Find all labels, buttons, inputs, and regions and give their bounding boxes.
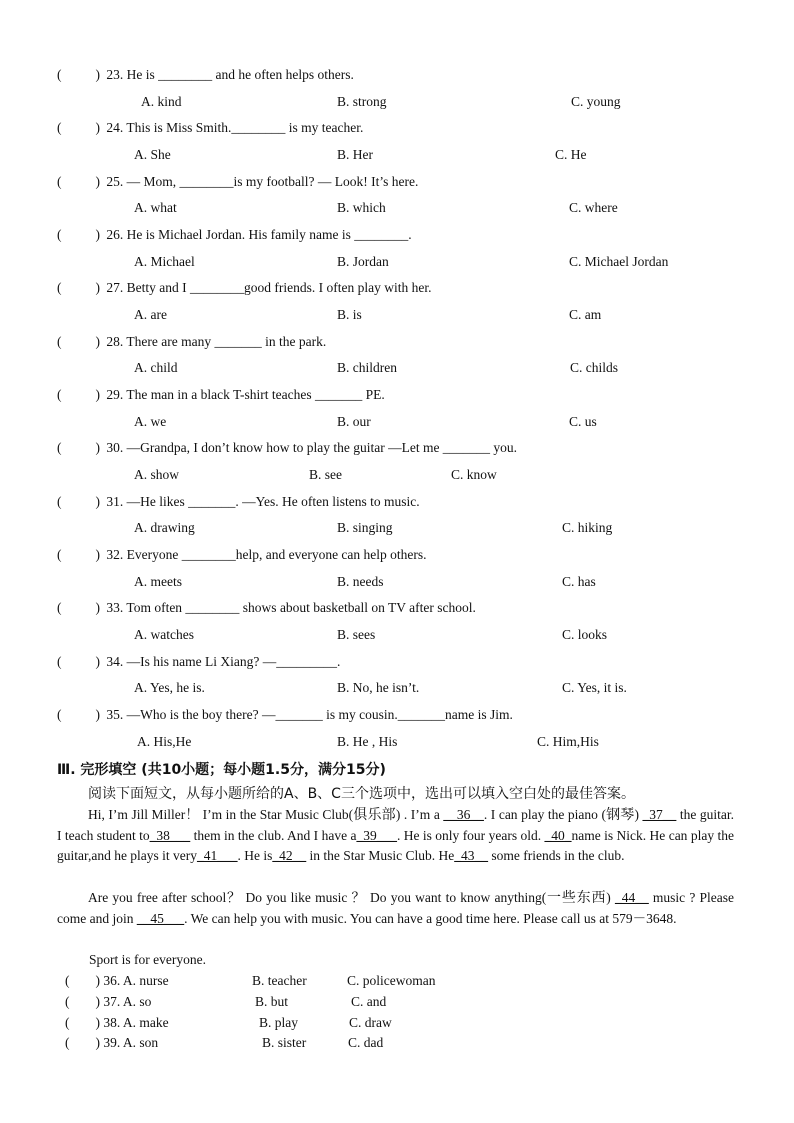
option-b: B. but	[255, 994, 289, 1009]
option-c: C. childs	[570, 360, 619, 375]
option-c: C. am	[569, 307, 602, 322]
option-a: A. His,He	[137, 734, 192, 749]
option-a: A. drawing	[134, 520, 195, 535]
passage-paragraph-3: Sport is for everyone.	[89, 952, 206, 967]
blank-45: __45___	[136, 910, 185, 926]
option-b: B. is	[337, 307, 362, 322]
option-c: C. and	[351, 994, 387, 1009]
question-stem: ( ) 27. Betty and I ________good friends. I often play with her.	[57, 280, 432, 295]
cloze-question: ( ) 37. A. so	[65, 994, 152, 1009]
option-a: A. kind	[141, 94, 182, 109]
passage-paragraph-1: Hi, I’m Jill Miller！ I’m in the Star Music Club(俱乐部) . I’m a __36__. I can play the piano (钢琴) _37__ the guitar. I teach student to_38___ them in the club. And I have a_39___. He is only four years old. _40_name is Nick. He can play the guitar,and he plays it very_41___. He is_42__ in the Star Music Club. He_43__ some friends in the club.	[57, 807, 734, 864]
option-b: B. children	[337, 360, 397, 375]
blank-44: _44__	[614, 890, 649, 905]
option-c: C. Michael Jordan	[569, 254, 669, 269]
option-a: A. watches	[134, 627, 194, 642]
option-b: B. sister	[262, 1035, 307, 1050]
question-stem: ( ) 26. He is Michael Jordan. His family name is ________.	[57, 227, 412, 242]
option-b: B. Her	[337, 147, 373, 162]
option-a: A. Yes, he is.	[134, 680, 205, 695]
option-b: B. needs	[337, 574, 384, 589]
question-stem: ( ) 23. He is ________ and he often helps others.	[57, 67, 354, 82]
blank-36: __36__	[443, 807, 484, 822]
option-b: B. see	[309, 467, 342, 482]
question-stem: ( ) 31. —He likes _______. —Yes. He often listens to music.	[57, 494, 420, 509]
cloze-question: ( ) 36. A. nurse	[65, 973, 169, 988]
option-c: C. know	[451, 467, 497, 482]
option-a: A. child	[134, 360, 178, 375]
option-c: C. policewoman	[347, 973, 436, 988]
option-c: C. young	[571, 94, 621, 109]
blank-37: _37__	[642, 807, 677, 822]
option-c: C. He	[555, 147, 587, 162]
blank-43: _43__	[454, 848, 489, 864]
question-stem: ( ) 24. This is Miss Smith.________ is my teacher.	[57, 120, 364, 135]
question-stem: ( ) 32. Everyone ________help, and everyone can help others.	[57, 547, 427, 562]
option-b: B. play	[259, 1015, 298, 1030]
option-a: A. we	[134, 414, 167, 429]
blank-41: _41___	[197, 848, 238, 864]
section-title: Ⅲ. 完形填空 (共10小题；每小题1.5分，满分15分)	[57, 762, 386, 778]
option-c: C. hiking	[562, 520, 613, 535]
option-b: B. strong	[337, 94, 387, 109]
option-c: C. where	[569, 200, 618, 215]
option-a: A. what	[134, 200, 177, 215]
section-instruction: 阅读下面短文，从每小题所给的A、B、C三个选项中，选出可以填入空白处的最佳答案。	[88, 786, 635, 802]
passage-paragraph-2: Are you free after school？ Do you like music ？ Do you want to know anything(一些东西) _44__ music ? Please come and join __45___. We can help you with music. You can have a good time here. Please call us at 579－3648.	[57, 890, 734, 926]
question-stem: ( ) 29. The man in a black T-shirt teaches _______ PE.	[57, 387, 385, 402]
option-c: C. us	[569, 414, 597, 429]
question-stem: ( ) 25. — Mom, ________is my football? — Look! It’s here.	[57, 174, 419, 189]
option-a: A. are	[134, 307, 167, 322]
blank-39: _39___	[356, 827, 397, 843]
option-b: B. singing	[337, 520, 393, 535]
option-b: B. He , His	[337, 734, 398, 749]
option-b: B. our	[337, 414, 371, 429]
question-stem: ( ) 28. There are many _______ in the park.	[57, 334, 327, 349]
option-a: A. meets	[134, 574, 182, 589]
cloze-question: ( ) 39. A. son	[65, 1035, 159, 1050]
option-c: C. dad	[348, 1035, 384, 1050]
question-stem: ( ) 35. —Who is the boy there? —_______ is my cousin._______name is Jim.	[57, 707, 513, 722]
question-stem: ( ) 33. Tom often ________ shows about basketball on TV after school.	[57, 600, 476, 615]
option-c: C. draw	[349, 1015, 392, 1030]
blank-42: _42__	[272, 848, 307, 864]
option-a: A. She	[134, 147, 171, 162]
option-c: C. Him,His	[537, 734, 599, 749]
option-b: B. teacher	[252, 973, 307, 988]
blank-40: _40_	[544, 827, 572, 843]
option-b: B. Jordan	[337, 254, 389, 269]
option-c: C. Yes, it is.	[562, 680, 627, 695]
option-c: C. looks	[562, 627, 608, 642]
cloze-question: ( ) 38. A. make	[65, 1015, 169, 1030]
option-a: A. show	[134, 467, 180, 482]
option-b: B. which	[337, 200, 386, 215]
option-a: A. Michael	[134, 254, 195, 269]
option-b: B. No, he isn’t.	[337, 680, 420, 695]
question-stem: ( ) 34. —Is his name Li Xiang? —_________.	[57, 654, 341, 669]
blank-38: _38___	[149, 827, 191, 843]
option-b: B. sees	[337, 627, 376, 642]
option-c: C. has	[562, 574, 596, 589]
question-stem: ( ) 30. —Grandpa, I don’t know how to play the guitar —Let me _______ you.	[57, 440, 518, 455]
